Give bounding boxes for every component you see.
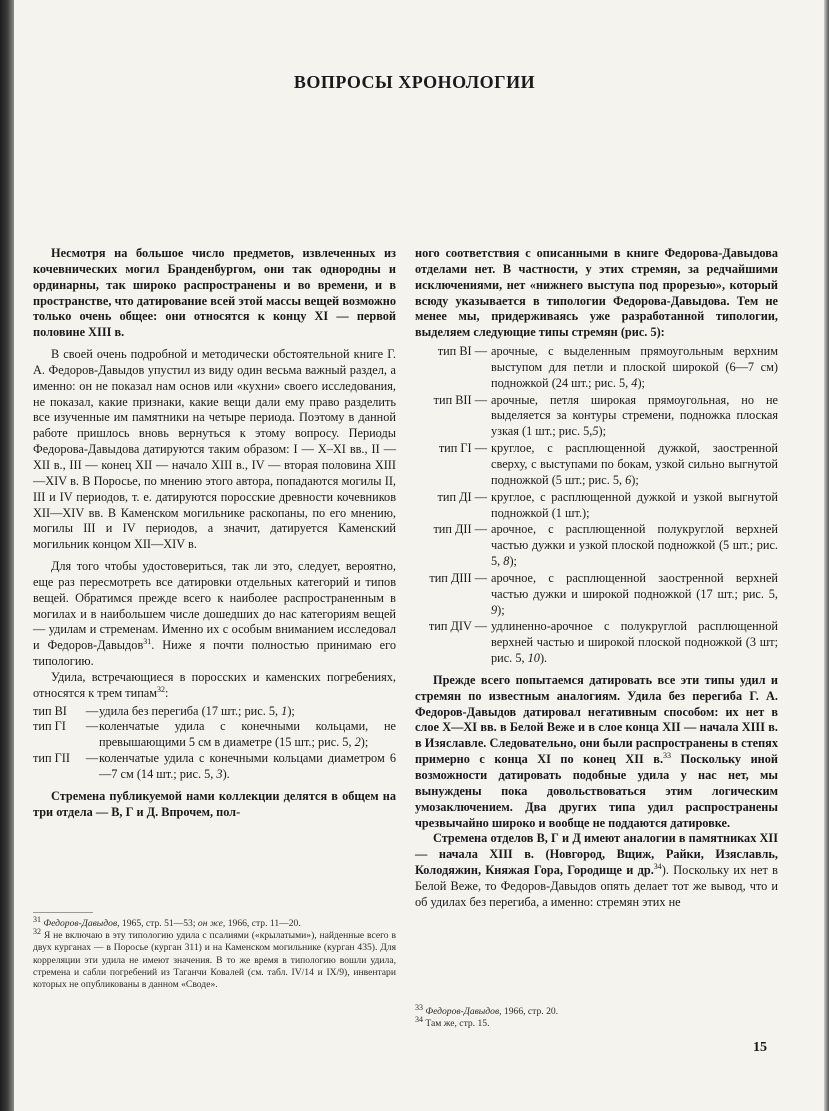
footnote: $^{32}$ Я не включаю в эту типологию удила с псалиями («крылатыми»), найденные всего в двух курганах — в Поросье (курган 311) и на Каменском могильнике (курган 435). Для корреляции эти удила не имеют значения. В то же время в типологию вошли удила, стремена и сабли погребений из Таганчи Ковалей (см. табл. IV/14 и IX/9), инвентари которых не опубликованы в данном «Своде». [33,927,396,991]
footnote-ref: 31 [143,637,152,647]
bit-type-list [33,704,396,783]
stirrup-type-item: тип BII — арочные, петля широкая прямоугольная, но не выделяется за контуры стремени, подножка плоская узкая (1 шт.; рис. 5,5); [433,392,778,439]
footnote-rule [33,912,93,913]
paragraph: Несмотря на большое число предметов, извлеченных из кочевнических могил Бранденбургом, они так однородны и ординарны, так широко распространены и во времени, и в пространстве, что датирование всей этой массы вещей возможно только очень общее: они относятся к концу XI — первой половине XIII в. [33,246,396,340]
footnote-ref: 32 [157,684,166,694]
stirrup-type-list [415,344,778,667]
scan-edge-left [0,0,14,1111]
left-column [33,246,396,821]
bit-type-item: тип ГII — коленчатые удила с конечными кольцами диаметром 6—7 см (14 шт.; рис. 5, 3). [33,751,396,781]
right-column [415,246,778,911]
footnote: $^{34}$ Там же, стр. 15. [415,1015,490,1030]
footnote-ref: 34 [653,861,662,871]
page-number: 15 [753,1040,767,1055]
paragraph: Стремена публикуемой нами коллекции делятся в общем на три отдела — В, Г и Д. Впрочем, пол- [33,788,396,819]
paragraph: ного соответствия с описанными в книге Федорова-Давыдова отделами нет. В частности, у этих стремян, за редчайшими исключениями, нет «нижнего выступа под прорезью», который всюду указывается в типологии Федорова-Давыдова. Тем не менее мы, придерживаясь уже разработанной типологии, выделяем следующие типы стремян (рис. 5): [415,246,778,340]
bit-type-item: тип ГI — коленчатые удила с конечными кольцами, не превышающими 5 см в диаметре (15 шт.; рис. 5, 2); [33,719,396,750]
stirrup-type-item: тип BI — арочные, с выделенным прямоугольным верхним выступом для петли и плоской широкой (6—7 см) подножкой (24 шт.; рис. 5, 4); [437,344,778,390]
paragraph: Стремена отделов В, Г и Д имеют аналогии в памятниках XII — начала XIII в. (Новгород, Вщиж, Райки, Изяславль, Колодяжин, Княжая Гора, Городище и др.$^{34}$). Поскольку их нет в Белой Веже, то Федоров-Давыдов опять делает тот же вывод, что и об удилах без перегиба, а именно: стремян этих не [415,831,778,909]
paragraph: В своей очень подробной и методически обстоятельной книге Г. А. Федоров-Давыдов упустил из виду один весьма важный раздел, а именно: он не показал нам основ или «кухни» своего исследования, не показал, какие признаки, какие вещи дали ему право разделить все изученные им памятники на четыре периода. Поэтому в данной работе пришлось вновь вернуться к этому вопросу. Периоды Федорова-Давыдова датируются таким образом: I — X–XI вв., II — XII в., III — конец XII — начало XIII в., IV — вторая половина XIII—XIV в. В Поросье, по мнению этого автора, попадаются могилы II, III и IV периодов, т. е. датируются поросские древности кочевников XII—XIV вв. В Каменском могильнике раскопаны, по его мнению, могилы III и IV периодов, а значит, датируется Каменский могильник концом XII—XIV в. [33,347,396,552]
footnote: $^{31}$ Федоров-Давыдов, 1965, стр. 51—53; он же, 1966, стр. 11—20. [33,914,301,929]
paragraph: Для того чтобы удостовериться, так ли это, следует, вероятно, еще раз пересмотреть все датировки отдельных категорий и типов вещей. Обратимся прежде всего к наиболее распространенным в могилах и в наибольшем числе дошедших до нас категориям вещей — удилам и стременам. Именно их с особым вниманием исследовал и Федоров-Давыдов$^{31}$. Ниже я почти полностью принимаю его типологию. [33,559,396,669]
paragraph: Прежде всего попытаемся датировать все эти типы удил и стремян по известным аналогиям. Удила без перегиба Г. А. Федоров-Давыдов датировал негативным способом: их нет в слое X—XI вв. в Белой Веже и в слое конца XII — начала XIII в. в Изяславле. Следовательно, они были распространены в степях примерно с конца XI по конец XII в.$^{33}$ Поскольку иной возможности датировать подобные удила у нас нет, мы вынуждены пока довольствоваться этим логическим умозаключением. Два других типа удил распространены чрезвычайно широко и вообще не поддаются датировке. [415,672,778,830]
stirrup-type-item: тип ДIV — удлиненно-арочное с полукруглой расплющенной верхней частью и широкой плоской подножкой (3 шт; рис. 5, 10). [428,619,778,666]
footnote: $^{33}$ Федоров-Давыдов, 1966, стр. 20. [415,1002,559,1017]
stirrup-type-item: тип ГI — круглое, с расплющенной дужкой, заостренной сверху, с выступами по бокам, узкой сильно выгнутой подножкой (5 шт.; рис. 5, 6); [438,441,778,487]
footnote-ref: 33 [663,751,672,761]
stirrup-type-item: тип ДII — арочное, с расплющенной полукруглой верхней частью дужки и узкой плоской подножкой (5 шт.; рис. 5, 8); [433,522,778,569]
page-title: ВОПРОСЫ ХРОНОЛОГИИ [293,72,536,92]
stirrup-type-item: тип ДIII — арочное, с расплющенной заостренной верхней частью дужки и широкой подножкой (17 шт.; рис. 5, 9); [429,570,778,617]
paragraph: Удила, встречающиеся в поросских и каменских погребениях, относятся к трем типам$^{32}$: [33,669,396,700]
bit-type-item: тип BI — удила без перегиба (17 шт.; рис. 5, 1); [33,703,295,718]
footnotes-left [33,914,396,991]
scan-edge-right [824,0,829,1111]
footnotes-right [415,1002,778,1030]
stirrup-type-item: тип ДI — круглое, с расплющенной дужкой и узкой выгнутой подножкой (1 шт.); [437,489,778,520]
